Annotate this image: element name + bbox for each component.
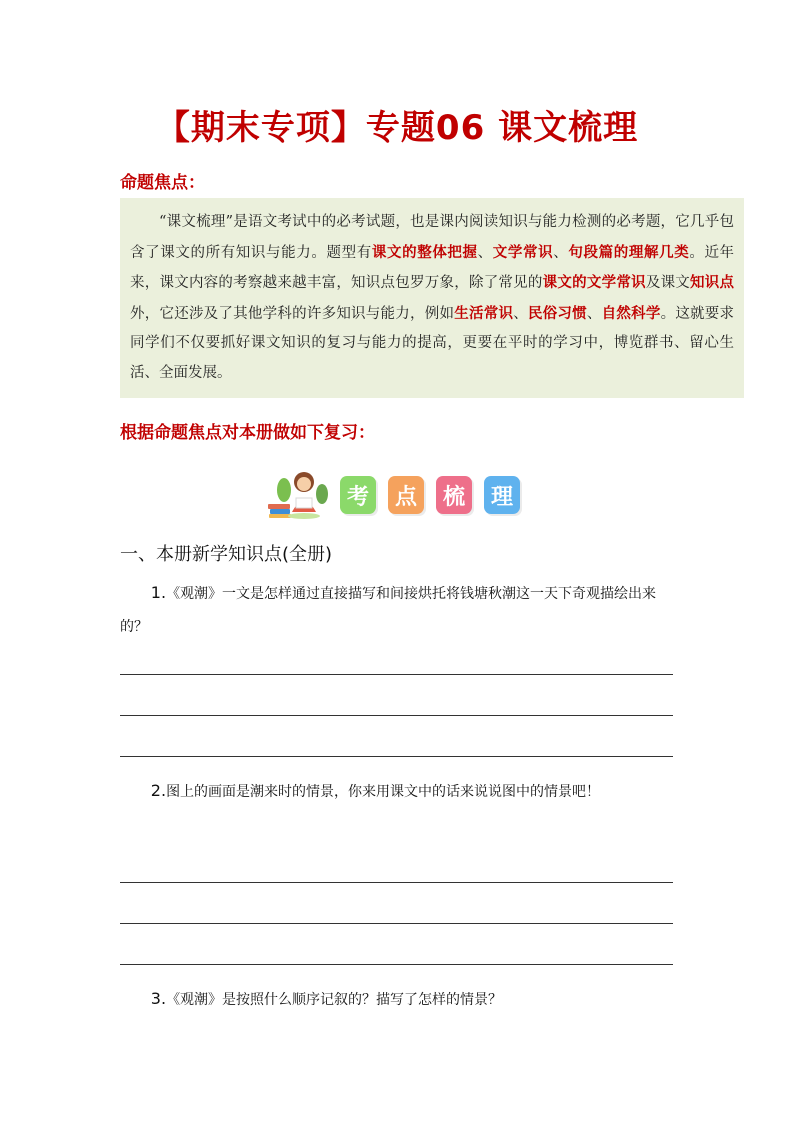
emphasis-term: 文学常识 [492, 243, 554, 261]
emphasis-term: 课文的整体把握 [371, 243, 478, 261]
question-3 [120, 982, 680, 1017]
review-heading: 根据命题焦点对本册做如下复习： [120, 423, 375, 443]
answer-line[interactable] [120, 715, 673, 716]
question-2 [120, 774, 680, 809]
question-number: 2. [150, 781, 167, 800]
paragraph-text: 、 [513, 305, 528, 322]
paragraph-text: 、 [586, 305, 602, 322]
emphasis-term: 生活常识 [454, 304, 514, 322]
paragraph-text: “课文梳理”是语文考试中的必考试题，也是课内阅读知识与能力检测的必考题，它几乎包含了课文的所有知识与能力。题型有 [130, 214, 734, 261]
emphasis-term: 课文的文学常识 [542, 274, 646, 291]
banner-tile-1: 考 [340, 476, 376, 514]
question-text: 《观潮》是按照什么顺序记叙的？描写了怎样的情景？ [166, 992, 503, 1008]
paragraph-text: 外，它还涉及了其他学科的许多知识与能力，例如 [130, 305, 455, 322]
emphasis-term: 句段篇的理解几类 [568, 243, 690, 261]
focus-heading: 命题焦点： [120, 173, 205, 193]
knowledge-banner [266, 468, 528, 520]
emphasis-term: 自然科学 [601, 304, 661, 322]
question-1 [120, 576, 680, 644]
question-text: 《观潮》一文是怎样通过直接描写和间接烘托将钱塘秋潮这一天下奇观描绘出来的？ [120, 586, 657, 635]
focus-box [120, 198, 744, 398]
question-number: 1. [150, 583, 167, 602]
question-number: 3. [150, 989, 167, 1008]
answer-line[interactable] [120, 882, 673, 883]
answer-line[interactable] [120, 674, 673, 675]
reading-child-icon [266, 468, 336, 520]
page-title: 【期末专项】专题06 课文梳理 [155, 108, 639, 148]
question-text: 图上的画面是潮来时的情景，你来用课文中的话来说说图中的情景吧！ [166, 784, 601, 800]
paragraph-text: 及课文 [645, 275, 691, 291]
focus-paragraph [130, 208, 734, 388]
answer-line[interactable] [120, 964, 673, 965]
emphasis-term: 知识点 [690, 274, 735, 291]
emphasis-term: 民俗习惯 [527, 304, 587, 322]
paragraph-text: 。这就要求同学们不仅要抓好课文知识的复习与能力的提高，更要在平时的学习中，博览群书、留心生活、全面发展。 [130, 305, 735, 381]
banner-tile-3: 梳 [436, 476, 472, 514]
banner-tile-4: 理 [484, 476, 520, 514]
paragraph-text: 。近年来，课文内容的考察越来越丰富，知识点包罗万象，除了常见的 [130, 244, 735, 291]
banner-tile-2: 点 [388, 476, 424, 514]
answer-line[interactable] [120, 923, 673, 924]
part1-heading: 一、本册新学知识点(全册) [120, 544, 333, 565]
paragraph-text: 、 [477, 244, 493, 261]
answer-line[interactable] [120, 756, 673, 757]
paragraph-text: 、 [553, 244, 569, 261]
